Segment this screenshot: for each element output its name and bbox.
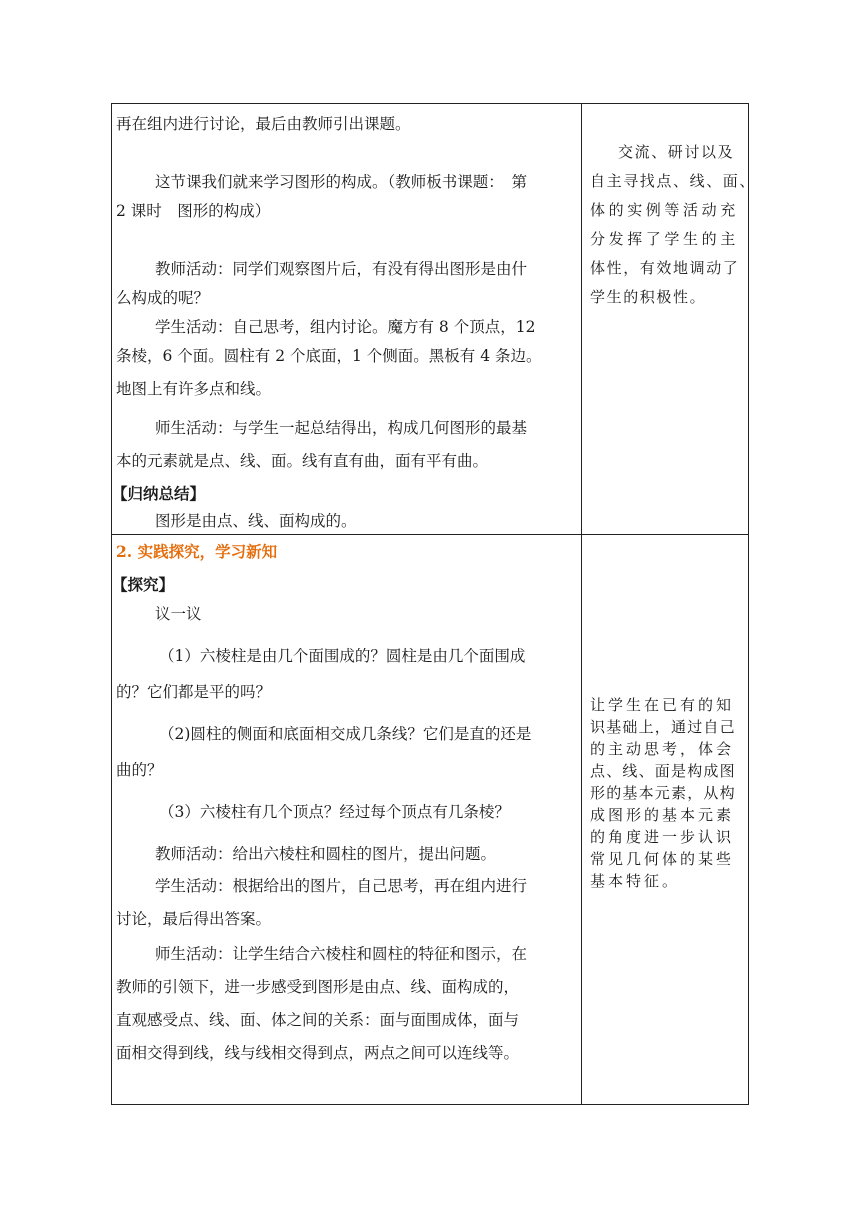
text-line: 教师活动：同学们观察图片后，有没有得出图形是由什 bbox=[155, 260, 528, 278]
side-line: 学生的积极性。 bbox=[590, 288, 707, 306]
side-line: 常见几何体的某些 bbox=[590, 850, 735, 868]
side-line: 交流、研讨以及 bbox=[618, 143, 735, 161]
text-line: 本的元素就是点、线、面。线有直有曲，面有平有曲。 bbox=[116, 452, 489, 470]
side-line: 让学生在已有的知 bbox=[590, 696, 735, 714]
side-line: 基本特征。 bbox=[590, 872, 681, 890]
side-line: 体性，有效地调动了 bbox=[590, 259, 740, 277]
text-line: 学生活动：根据给出的图片，自己思考，再在组内进行 bbox=[155, 877, 528, 895]
text-line: 么构成的呢？ bbox=[116, 289, 210, 307]
side-line: 形的基本元素，从构 bbox=[590, 784, 736, 802]
summary-text: 图形是由点、线、面构成的。 bbox=[155, 512, 357, 530]
text-line: 直观感受点、线、面、体之间的关系：面与面围成体，面与 bbox=[116, 1011, 520, 1029]
side-line: 识基础上，通过自己 bbox=[590, 718, 736, 736]
text-line: 教师的引领下，进一步感受到图形是由点、线、面构成的， bbox=[116, 978, 520, 996]
lesson-table bbox=[111, 103, 757, 1105]
question-line: （1）六棱柱是由几个面围成的？圆柱是由几个面围成 bbox=[159, 647, 526, 665]
question-line: 的？它们都是平的吗？ bbox=[116, 683, 272, 701]
side-line: 自主寻找点、线、面、 bbox=[590, 172, 757, 190]
column-divider bbox=[581, 104, 582, 1104]
side-line: 体的实例等活动充 bbox=[590, 201, 739, 219]
text-line: 地图上有许多点和线。 bbox=[116, 380, 272, 398]
text-line: 议一议 bbox=[155, 605, 202, 623]
question-line: 曲的？ bbox=[116, 761, 163, 779]
side-line: 分发挥了学生的主 bbox=[590, 230, 739, 248]
text-line: 这节课我们就来学习图形的构成。（教师板书课题： 第 bbox=[155, 173, 528, 191]
text-line: 教师活动：给出六棱柱和圆柱的图片，提出问题。 bbox=[155, 845, 497, 863]
summary-heading: 【归纳总结】 bbox=[112, 484, 206, 503]
row-divider bbox=[112, 534, 748, 535]
text-line: 讨论，最后得出答案。 bbox=[116, 910, 272, 928]
text-line: 师生活动：让学生结合六棱柱和圆柱的特征和图示，在 bbox=[155, 945, 528, 963]
side-line: 成图形的基本元素 bbox=[590, 806, 735, 824]
side-line: 的角度进一步认识 bbox=[590, 828, 735, 846]
text-line: 2 课时 图形的构成） bbox=[116, 202, 271, 220]
text-line: 面相交得到线，线与线相交得到点，两点之间可以连线等。 bbox=[116, 1044, 520, 1062]
section-heading: 2. 实践探究，学习新知 bbox=[116, 542, 278, 561]
text-line: 师生活动：与学生一起总结得出，构成几何图形的最基 bbox=[155, 419, 528, 437]
side-line: 的主动思考，体会 bbox=[590, 740, 735, 758]
question-line: （3）六棱柱有几个顶点？经过每个顶点有几条棱？ bbox=[159, 803, 510, 821]
text-line: 再在组内进行讨论，最后由教师引出课题。 bbox=[116, 115, 411, 133]
text-line: 学生活动：自己思考，组内讨论。魔方有 8 个顶点，12 bbox=[155, 318, 536, 336]
explore-heading: 【探究】 bbox=[112, 575, 175, 594]
side-line: 点、线、面是构成图 bbox=[590, 762, 736, 780]
text-line: 条棱，6 个面。圆柱有 2 个底面，1 个侧面。黑板有 4 条边。 bbox=[116, 347, 542, 365]
question-line: （2)圆柱的侧面和底面相交成几条线？它们是直的还是 bbox=[159, 725, 532, 743]
